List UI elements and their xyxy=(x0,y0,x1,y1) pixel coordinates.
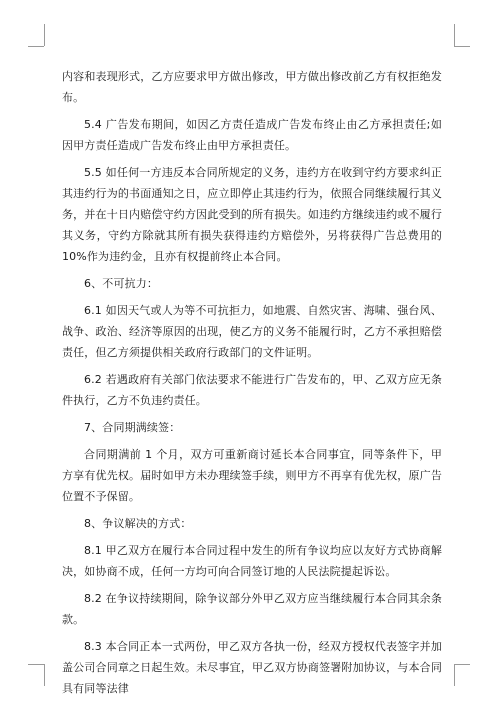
heading-renewal: 7、合同期满续签： xyxy=(84,421,181,434)
clause-8-2: 8.2 在争议持续期间，除争议部分外甲乙双方应当继续履行本合同其余条款。 xyxy=(62,592,442,626)
clause-5-5: 5.5 如任何一方违反本合同所规定的义务，违约方在收到守约方要求纠正其违约行为的书面通知之日，应立即停止其违约行为，依照合同继续履行其义务，并在十日内赔偿守约方因此受到的所有损失。如违约方继续违约或不履行其义务，守约方除就其所有损失获得违约方赔偿外，另将获得广告总费用的 10%作为违约金，且亦有权提前终止本合同。 xyxy=(62,166,442,263)
clause-8-3: 8.3 本合同正本一式两份，甲乙双方各执一份，经双方授权代表签字并加盖公司合同章之日起生效。未尽事宜，甲乙双方协商签署附加协议，与本合同具有同等法律 xyxy=(62,640,442,695)
heading-force-majeure: 6、不可抗力： xyxy=(84,277,159,290)
clause-6-2: 6.2 若遇政府有关部门依法要求不能进行广告发布的，甲、乙双方应无条件执行，乙方不负违约责任。 xyxy=(62,373,442,407)
clause-5-4: 5.4 广告发布期间，如因乙方责任造成广告发布终止由乙方承担责任;如因甲方责任造成广告发布终止由甲方承担责任。 xyxy=(62,118,442,152)
paragraph-continuation: 内容和表现形式，乙方应要求甲方做出修改，甲方做出修改前乙方有权拒绝发布。 xyxy=(62,70,442,104)
clause-renewal: 合同期满前 1 个月，双方可重新商讨延长本合同事宜，同等条件下，甲方享有优先权。届时如甲方未办理续签手续，则甲方不再享有优先权，原广告位置不予保留。 xyxy=(62,448,442,503)
clause-6-1: 6.1 如因天气或人为等不可抗拒力，如地震、自然灾害、海啸、强台风、战争、政治、经济等原因的出现，使乙方的义务不能履行时，乙方不承担赔偿责任，但乙方须提供相关政府行政部门的文件证明。 xyxy=(62,304,442,359)
document-body xyxy=(62,66,442,705)
clause-8-1: 8.1 甲乙双方在履行本合同过程中发生的所有争议均应以友好方式协商解决，如协商不成，任何一方均可向合同签订地的人民法院提起诉讼。 xyxy=(62,544,442,578)
heading-dispute: 8、争议解决的方式： xyxy=(84,517,192,530)
